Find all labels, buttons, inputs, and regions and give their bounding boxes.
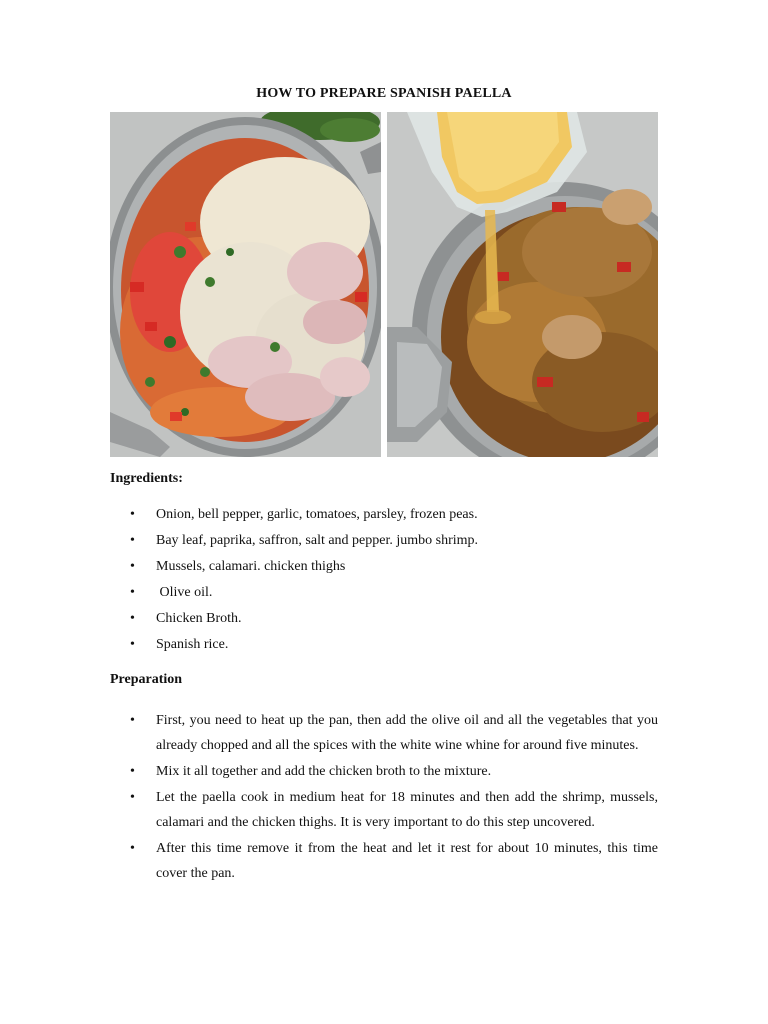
list-item [110,785,658,835]
bullet-icon: • [130,585,135,600]
preparation-step-text: Mix it all together and add the chicken broth to the mixture. [156,764,492,779]
ingredient-text: Onion, bell pepper, garlic, tomatoes, parsley, frozen peas. [156,507,478,522]
preparation-step-text: First, you need to heat up the pan, then add the olive oil and all the vegetables that you already chopped and all the spices with the white wine whine for around five minutes. [156,713,658,753]
paella-raw-photo [110,112,381,457]
preparation-step-text: After this time remove it from the heat and let it rest for about 10 minutes, this time cover the pan. [156,841,658,881]
ingredients-heading: Ingredients: [110,471,183,486]
page-title: HOW TO PREPARE SPANISH PAELLA [256,86,512,101]
preparation-heading: Preparation [110,672,183,687]
list-item [110,708,658,758]
ingredient-text: Mussels, calamari. chicken thighs [156,559,346,574]
paella-broth-photo [387,112,658,457]
bullet-icon: • [130,559,135,574]
list-item [110,558,658,584]
list-item [110,636,658,662]
list-item [110,836,658,886]
preparation-list [110,708,658,887]
bullet-icon: • [130,533,135,548]
list-item [110,584,658,610]
ingredients-list [110,506,658,662]
list-item [110,532,658,558]
list-item [110,610,658,636]
preparation-step-text: Let the paella cook in medium heat for 18 minutes and then add the shrimp, mussels, calamari and the chicken thighs. It is very important to do this step uncovered. [156,790,658,830]
photo-row [110,112,658,457]
bullet-icon: • [130,713,135,728]
list-item [110,759,658,784]
bullet-icon: • [130,507,135,522]
ingredient-text: Chicken Broth. [156,611,242,626]
bullet-icon: • [130,790,135,805]
bullet-icon: • [130,637,135,652]
list-item [110,506,658,532]
bullet-icon: • [130,764,135,779]
ingredient-text: Spanish rice. [156,637,229,652]
ingredient-text: Olive oil. [156,585,213,600]
bullet-icon: • [130,841,135,856]
bullet-icon: • [130,611,135,626]
ingredient-text: Bay leaf, paprika, saffron, salt and pepper. jumbo shrimp. [156,533,479,548]
